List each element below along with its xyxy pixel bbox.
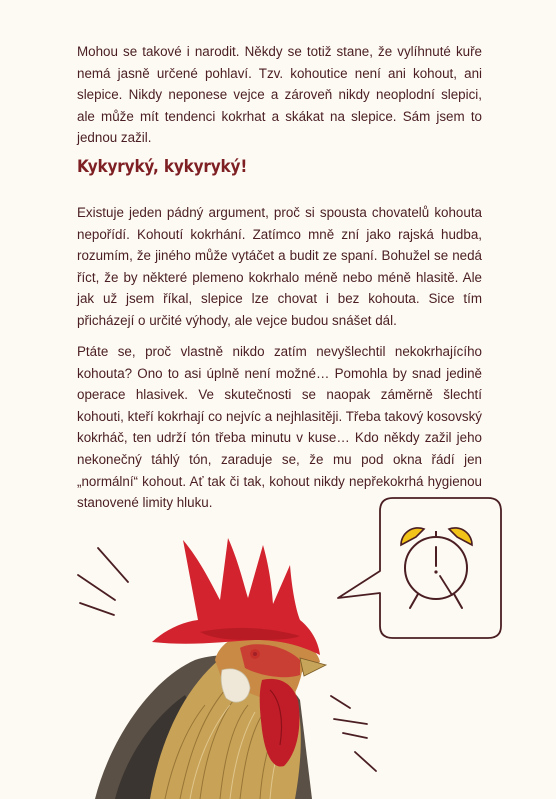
rooster-illustration: [0, 490, 556, 799]
intro-paragraph: Mohou se takové i narodit. Někdy se totiž stane, že vylíhnuté kuře nemá jasně určené pohlaví. Tzv. kohoutice není ani kohout, ani slepice. Nikdy neponese vejce a zároveň nikdy neoplodní slepici, ale může mít tendenci kokrhat a skákat na slepice. Sám jsem to jednou zažil.: [77, 44, 482, 146]
crowing-paragraph: Existuje jeden pádný argument, proč si spousta chovatelů kohouta nepořídí. Kohoutí kokrhání. Zatímco mně zní jako rajská hudba, rozumím, že jiného může vytáčet a budit ze spaní. Bohužel se nedá říct, že by některé plemeno kokrhalo méně nebo méně hlasitě. Ale jak už jsem říkal, slepice lze chovat i bez kohouta. Sice tím přicházejí o určité výhody, ale vejce budou snášet dál.: [77, 205, 482, 328]
right-noise-lines: [331, 696, 376, 771]
breeding-paragraph: Ptáte se, proč vlastně nikdo zatím nevyšlechtil nekokrhajícího kohouta? Ono to asi úplně není možné… Pomohla by snad jedině operace hlasivek. Ve skutečnosti se naopak záměrně šlechtí kohouti, kteří kokrhají co nejvíc a nejhlasitěji. Třeba takový kosovský kokrháč, ten udrží tón třeba minutu v kuse… Kdo někdy zažil jeho nekonečný táhlý tón, zaraduje se, že mu pod okna řádí jen „normální“ kohout. Ať tak či tak, kohout nikdy nepřekokrhá hygienou stanovené limity hluku.: [77, 344, 482, 511]
left-noise-lines: [78, 548, 128, 615]
rooster-photo: [95, 538, 326, 799]
section-heading: Kykyryký, kykyryký!: [77, 157, 248, 177]
